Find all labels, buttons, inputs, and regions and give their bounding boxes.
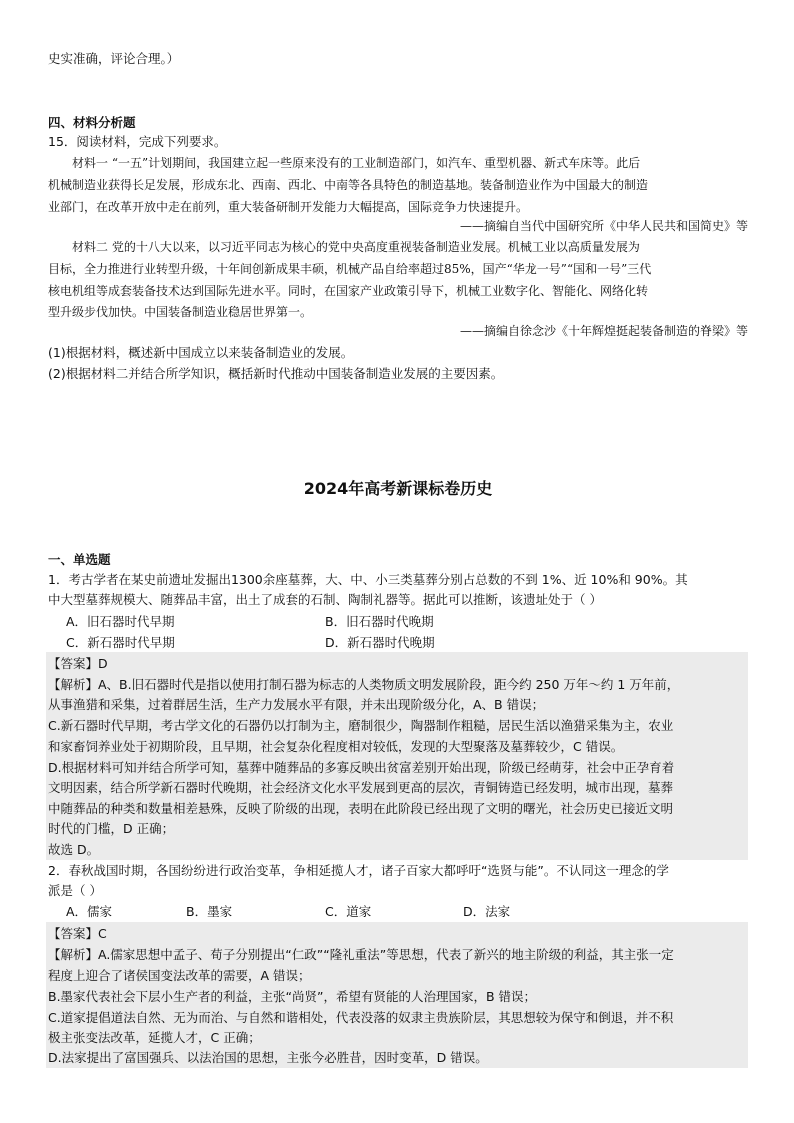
question-2-stem-line: 2．春秋战国时期，各国纷纷进行政治变革，争相延揽人才，诸子百家大都呼吁“选贤与能”。不认同这一理念的学 [48,863,669,878]
material-1-line: 机械制造业获得长足发展，形成东北、西南、西北、中南等各具特色的制造基地。装备制造业作为中国最大的制造 [48,178,649,192]
material-2-line: 型升级步伐加快。中国装备制造业稳居世界第一。 [48,305,313,319]
question-1-stem-line: 1．考古学者在某史前遗址发掘出1300余座墓葬，大、中、小三类墓葬分别占总数的不到 1%、近 10%和 90%。其 [48,572,688,587]
question-2-analysis-line: C.道家提倡道法自然、无为而治、与自然和谐相处，代表没落的奴隶主贵族阶层，其思想较为保守和倒退，并不积 [48,1010,674,1025]
question-1-option-c: C．新石器时代早期 [66,635,175,650]
section-heading-single-choice: 一、单选题 [48,552,111,567]
question-2-option-c: C．道家 [325,904,372,919]
material-2-source: ——摘编自徐念沙《十年辉煌挺起装备制造的脊梁》等 [459,324,748,338]
question-2-option-b: B．墨家 [186,904,233,919]
question-2-analysis-line: 极主张变法改革，延揽人才，C 正确； [48,1030,261,1045]
question-15-stem: 15．阅读材料，完成下列要求。 [48,134,227,149]
question-2-analysis-line: 【解析】A.儒家思想中孟子、荀子分别提出“仁政”“隆礼重法”等思想，代表了新兴的地主阶级的利益，其主张一定 [48,947,674,962]
question-1-analysis-line: 和家畜饲养业处于初期阶段，且早期，社会复杂化程度相对较低，发现的大型聚落及墓葬较少，C 错误。 [48,739,624,754]
question-1-analysis-line: 中随葬品的种类和数量相差悬殊，反映了阶级的出现，表明在此阶段已经出现了文明的曙光，社会历史已接近文明 [48,801,674,816]
material-2-line: 核电机组等成套装备技术达到国际先进水平。同时，在国家产业政策引导下，机械工业数字化、智能化、网络化转 [48,284,649,298]
question-2-analysis-line: D.法家提出了富国强兵、以法治国的思想，主张今必胜昔，因时变革，D 错误。 [48,1050,488,1065]
question-2-stem-line: 派是（ ） [48,883,102,898]
question-2-answer: 【答案】C [48,926,107,941]
question-1-option-b: B．旧石器时代晚期 [325,614,434,629]
material-1-line: 材料一 “一五”计划期间，我国建立起一些原来没有的工业制造部门，如汽车、重型机器、新式车床等。此后 [72,156,641,170]
question-2-analysis-line: B.墨家代表社会下层小生产者的利益，主张“尚贤”，希望有贤能的人治理国家，B 错误； [48,989,537,1004]
question-1-analysis-line: D.根据材料可知并结合所学可知，墓葬中随葬品的多寡反映出贫富差别开始出现，阶级已经萌芽，社会中正孕育着 [48,760,675,775]
section-heading-material-analysis: 四、材料分析题 [48,115,136,130]
question-2-analysis-line: 程度上迎合了诸侯国变法改革的需要，A 错误； [48,968,311,983]
material-1-source: ——摘编自当代中国研究所《中华人民共和国简史》等 [459,219,748,233]
question-2-option-d: D．法家 [463,904,511,919]
material-2-line: 目标，全力推进行业转型升级，十年间创新成果丰硕，机械产品自给率超过85%，国产“华龙一号”“国和一号”三代 [48,262,652,276]
question-1-option-a: A．旧石器时代早期 [66,614,175,629]
question-1-stem-line: 中大型墓葬规模大、随葬品丰富，出土了成套的石制、陶制礼器等。据此可以推断，该遗址处于（ ） [48,592,602,607]
question-1-option-d: D．新石器时代晚期 [325,635,435,650]
question-2-option-a: A．儒家 [66,904,113,919]
exam-title: 2024年高考新课标卷历史 [303,479,493,498]
material-1-line: 业部门，在改革开放中走在前列，重大装备研制开发能力大幅提高，国际竞争力快速提升。 [48,200,529,214]
question-15-sub-2: (2)根据材料二并结合所学知识，概括新时代推动中国装备制造业发展的主要因素。 [48,366,504,381]
question-1-analysis-line: 【解析】A、B.旧石器时代是指以使用打制石器为标志的人类物质文明发展阶段，距今约 250 万年～约 1 万年前， [48,677,680,692]
question-1-analysis-line: 故选 D。 [48,842,100,857]
question-1-analysis-line: 从事渔猎和采集，过着群居生活，生产力发展水平有限，并未出现阶级分化，A、B 错误； [48,697,545,712]
material-2-line: 材料二 党的十八大以来，以习近平同志为核心的党中央高度重视装备制造业发展。机械工业以高质量发展为 [72,240,640,254]
previous-answer-tail: 史实准确，评论合理。） [48,51,180,66]
question-15-sub-1: (1)根据材料，概述新中国成立以来装备制造业的发展。 [48,345,354,360]
question-1-analysis-line: C.新石器时代早期，考古学文化的石器仍以打制为主，磨制很少，陶器制作粗糙，居民生活以渔猎采集为主，农业 [48,718,674,733]
question-1-answer: 【答案】D [48,656,108,671]
question-1-analysis-line: 文明因素，结合所学新石器时代晚期，社会经济文化水平发展到更高的层次，青铜铸造已经发明，城市出现，墓葬 [48,780,674,795]
question-1-analysis-line: 时代的门槛，D 正确； [48,821,175,836]
